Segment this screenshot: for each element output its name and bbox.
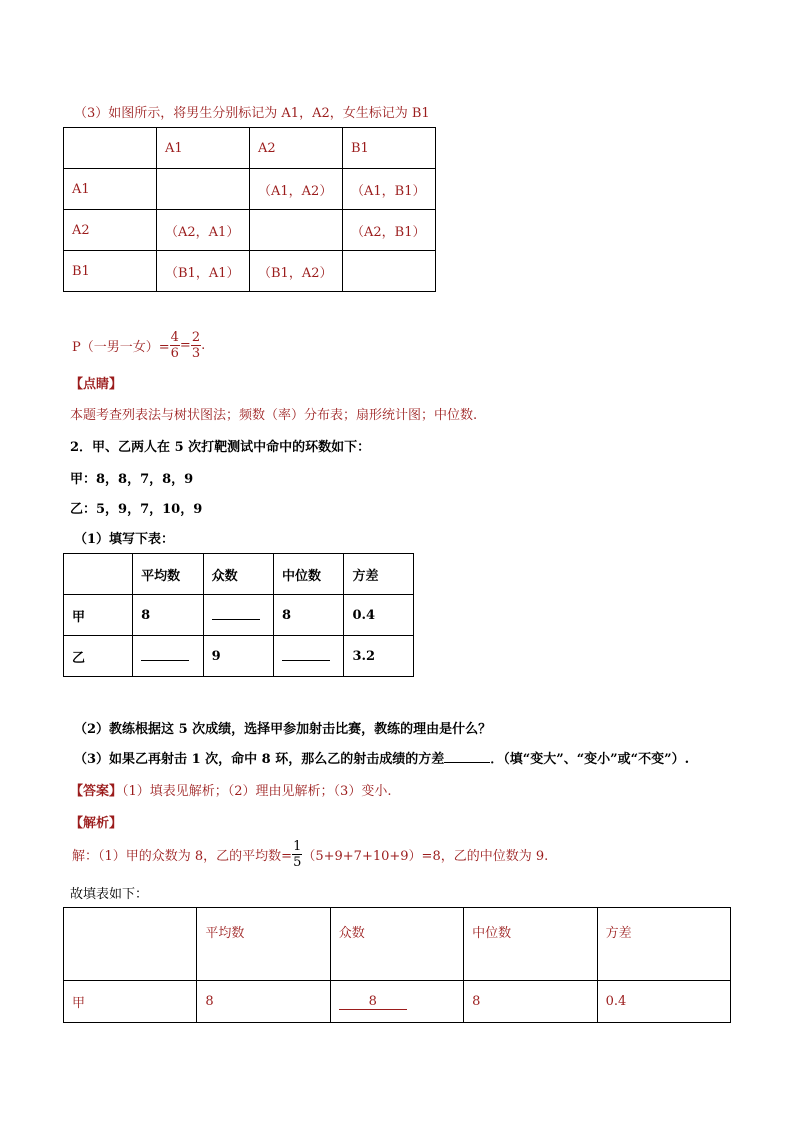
table3-cell: 8 <box>464 981 597 1023</box>
table-row <box>64 251 436 292</box>
answer-tag: 【答案】 <box>70 784 123 799</box>
jiexi-tag: 【解析】 <box>70 816 123 831</box>
table1-cell: （B1，A2） <box>250 251 343 292</box>
fill-in-table <box>63 553 414 677</box>
answer-text: （1）填表见解析；（2）理由见解析；（3）变小. <box>122 784 392 799</box>
table-row <box>64 169 436 210</box>
blank-underline <box>212 607 260 620</box>
period: . <box>201 337 206 353</box>
table1-header-a1: A1 <box>157 128 250 169</box>
table1-cell <box>250 210 343 251</box>
equals-sign: = <box>179 337 191 353</box>
answer-underline: 8 <box>339 994 407 1010</box>
prob-prefix: P（一男一女）= <box>72 339 170 355</box>
part3-intro: （3）如图所示，将男生分别标记为 A1，A2，女生标记为 B1 <box>74 106 430 121</box>
part3-question <box>74 748 689 767</box>
table2-header-variance: 方差 <box>344 554 414 595</box>
table3-header-variance: 方差 <box>597 908 730 981</box>
table2-header-mean: 平均数 <box>133 554 203 595</box>
table2-cell: 9 <box>203 636 273 677</box>
table1-cell: （B1，A1） <box>157 251 250 292</box>
table2-cell: 0.4 <box>344 595 414 636</box>
answer-line <box>70 780 391 799</box>
table2-blank-cell <box>203 595 273 636</box>
table1-cell: （A2，A1） <box>157 210 250 251</box>
table3-header-median: 中位数 <box>464 908 597 981</box>
table-row <box>64 636 414 677</box>
blank-underline <box>282 648 330 661</box>
blank-underline <box>141 648 189 661</box>
table2-cell: 8 <box>274 595 344 636</box>
part1-question: （1）填写下表： <box>74 532 175 547</box>
table2-cell: 8 <box>133 595 203 636</box>
table-row <box>64 210 436 251</box>
table-row <box>64 595 414 636</box>
table1-corner <box>64 128 157 169</box>
fraction-numerator: 1 <box>293 838 302 854</box>
table2-header-median: 中位数 <box>274 554 344 595</box>
table1-header-b1: B1 <box>343 128 436 169</box>
fill-table-intro: 故填表如下： <box>70 887 149 902</box>
table-row <box>64 981 731 1023</box>
yi-scores: 乙：5，9，7，10，9 <box>70 502 203 517</box>
table3-cell: 甲 <box>64 981 197 1023</box>
table3-cell: 8 <box>197 981 330 1023</box>
table2-header-mode: 众数 <box>203 554 273 595</box>
fraction-denominator: 5 <box>293 854 302 870</box>
table2-cell: 乙 <box>64 636 133 677</box>
answer-table <box>63 907 731 1023</box>
fraction-denominator: 3 <box>191 345 201 361</box>
probability-formula <box>72 325 205 365</box>
fraction-denominator: 6 <box>170 345 179 361</box>
fraction-1-5 <box>292 839 302 870</box>
part2-question: （2）教练根据这 5 次成绩，选择甲参加射击比赛，教练的理由是什么？ <box>74 722 492 737</box>
table1-cell <box>343 251 436 292</box>
table3-header-mean: 平均数 <box>197 908 330 981</box>
table1-cell: （A1，A2） <box>250 169 343 210</box>
table3-corner <box>64 908 197 981</box>
jia-scores: 甲：8，8，7，8，9 <box>70 472 194 487</box>
table1-cell: A1 <box>64 169 157 210</box>
pairing-table <box>63 127 436 292</box>
fraction-numerator: 4 <box>170 329 179 345</box>
table2-cell: 3.2 <box>344 636 414 677</box>
question-2-title: 2．甲、乙两人在 5 次打靶测试中命中的环数如下： <box>70 440 371 455</box>
dianjing-text: 本题考查列表法与树状图法；频数（率）分布表；扇形统计图；中位数. <box>70 408 478 423</box>
solution-text: 解：（1）甲的众数为 8，乙的平均数= <box>72 848 293 864</box>
solution-text-continued: （5+9+7+10+9）=8，乙的中位数为 9. <box>302 848 549 864</box>
table1-header-a2: A2 <box>250 128 343 169</box>
table1-cell <box>157 169 250 210</box>
fraction-2-3 <box>191 330 201 361</box>
blank-underline <box>444 750 490 763</box>
table2-corner <box>64 554 133 595</box>
solution-line <box>72 834 548 874</box>
table1-cell: （A1，B1） <box>343 169 436 210</box>
table2-cell: 甲 <box>64 595 133 636</box>
dianjing-tag: 【点睛】 <box>70 377 123 392</box>
table3-cell: 0.4 <box>597 981 730 1023</box>
table2-blank-cell <box>133 636 203 677</box>
table2-blank-cell <box>274 636 344 677</box>
table1-cell: B1 <box>64 251 157 292</box>
part3-question-options: ．（填“变大”、“变小”或“不变”）. <box>490 752 690 767</box>
table1-cell: A2 <box>64 210 157 251</box>
fraction-numerator: 2 <box>191 329 201 345</box>
part3-question-text: （3）如果乙再射击 1 次，命中 8 环，那么乙的射击成绩的方差 <box>74 752 445 767</box>
table1-cell: （A2，B1） <box>343 210 436 251</box>
fraction-4-6 <box>170 330 180 361</box>
table3-header-mode: 众数 <box>330 908 463 981</box>
table3-answer-cell <box>330 981 463 1023</box>
